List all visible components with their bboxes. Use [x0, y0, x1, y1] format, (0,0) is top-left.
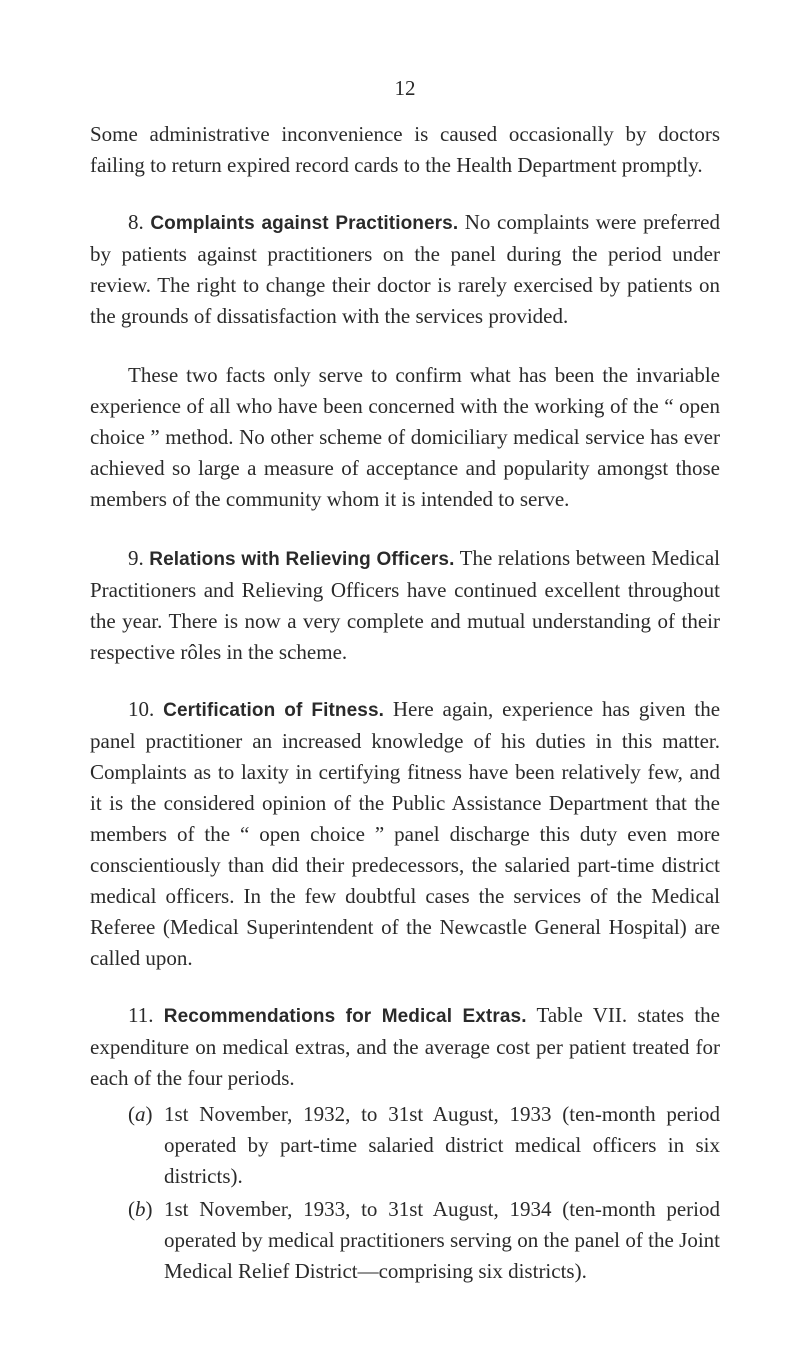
section-8-paragraph: [90, 207, 720, 332]
marker-open: (: [128, 1102, 135, 1126]
marker-close: ): [145, 1197, 153, 1221]
section-10-text: Here again, experience has given the panel practitioner an increased knowledge of his duties in this matter. Complaints as to laxity in certifying fitness have been relatively few, and it is the considered opinion of the Public Assistance Department that the members of the “ open choice ” panel discharge this duty even more conscientiously than did their predecessors, the salaried part-time district medical officers. In the few doubtful cases the services of the Medical Referee (Medical Superintendent of the Newcastle General Hospital) are called upon.: [90, 697, 721, 970]
section-8-heading: Complaints against Practitioners.: [150, 213, 459, 234]
section-11-number: 11.: [128, 1003, 154, 1027]
list-item-marker: [128, 1099, 164, 1192]
intro-text: Some administrative inconvenience is caused occasionally by doctors failing to return expired record cards to the Health Department promptly.: [90, 122, 720, 177]
list-item: [90, 1099, 720, 1192]
section-11-heading: Recommendations for Medical Extras.: [163, 1006, 527, 1027]
marker-open: (: [128, 1197, 135, 1221]
section-11-text: Table VII. states the expenditure on medical extras, and the average cost per patient treated for each of the four periods.: [90, 1003, 720, 1090]
list-item-text: 1st November, 1933, to 31st August, 1934 (ten-month period operated by medical practitioners serving on the panel of the Joint Medical Relief District—comprising six districts).: [164, 1197, 720, 1283]
section-9-text: The relations between Medical Practitioners and Relieving Officers have continued excellent throughout the year. There is now a very complete and mutual understanding of their respective rôles in the scheme.: [90, 546, 721, 664]
section-8-followup-text: These two facts only serve to confirm what has been the invariable experience of all who have been concerned with the working of the “ open choice ” method. No other scheme of domiciliary medical service has ever achieved so large a measure of acceptance and popularity amongst those members of the community whom it is intended to serve.: [90, 363, 720, 511]
section-9-heading: Relations with Relieving Officers.: [149, 549, 455, 570]
section-10-number: 10.: [128, 697, 155, 721]
intro-paragraph: [90, 119, 720, 181]
list-item-text: 1st November, 1932, to 31st August, 1933 (ten-month period operated by part-time salaried district medical officers in six districts).: [164, 1102, 720, 1188]
section-9-number: 9.: [128, 546, 144, 570]
page-number: 12: [394, 76, 416, 100]
section-9-paragraph: [90, 543, 720, 668]
marker-letter: b: [135, 1197, 146, 1221]
marker-close: ): [145, 1102, 153, 1126]
section-8-followup-paragraph: [90, 360, 720, 515]
list-item-marker: [128, 1194, 164, 1287]
section-11-paragraph: [90, 1000, 720, 1094]
section-10-heading: Certification of Fitness.: [163, 700, 385, 721]
list-item: [90, 1194, 720, 1287]
section-8-text: No complaints were preferred by patients against practitioners on the panel during the period under review. The right to change their doctor is rarely exercised by patients on the grounds of dissatisfaction with the services provided.: [90, 210, 720, 328]
periods-list: [90, 1099, 720, 1287]
section-10-paragraph: [90, 694, 720, 974]
section-8-number: 8.: [128, 210, 144, 234]
marker-letter: a: [135, 1102, 146, 1126]
